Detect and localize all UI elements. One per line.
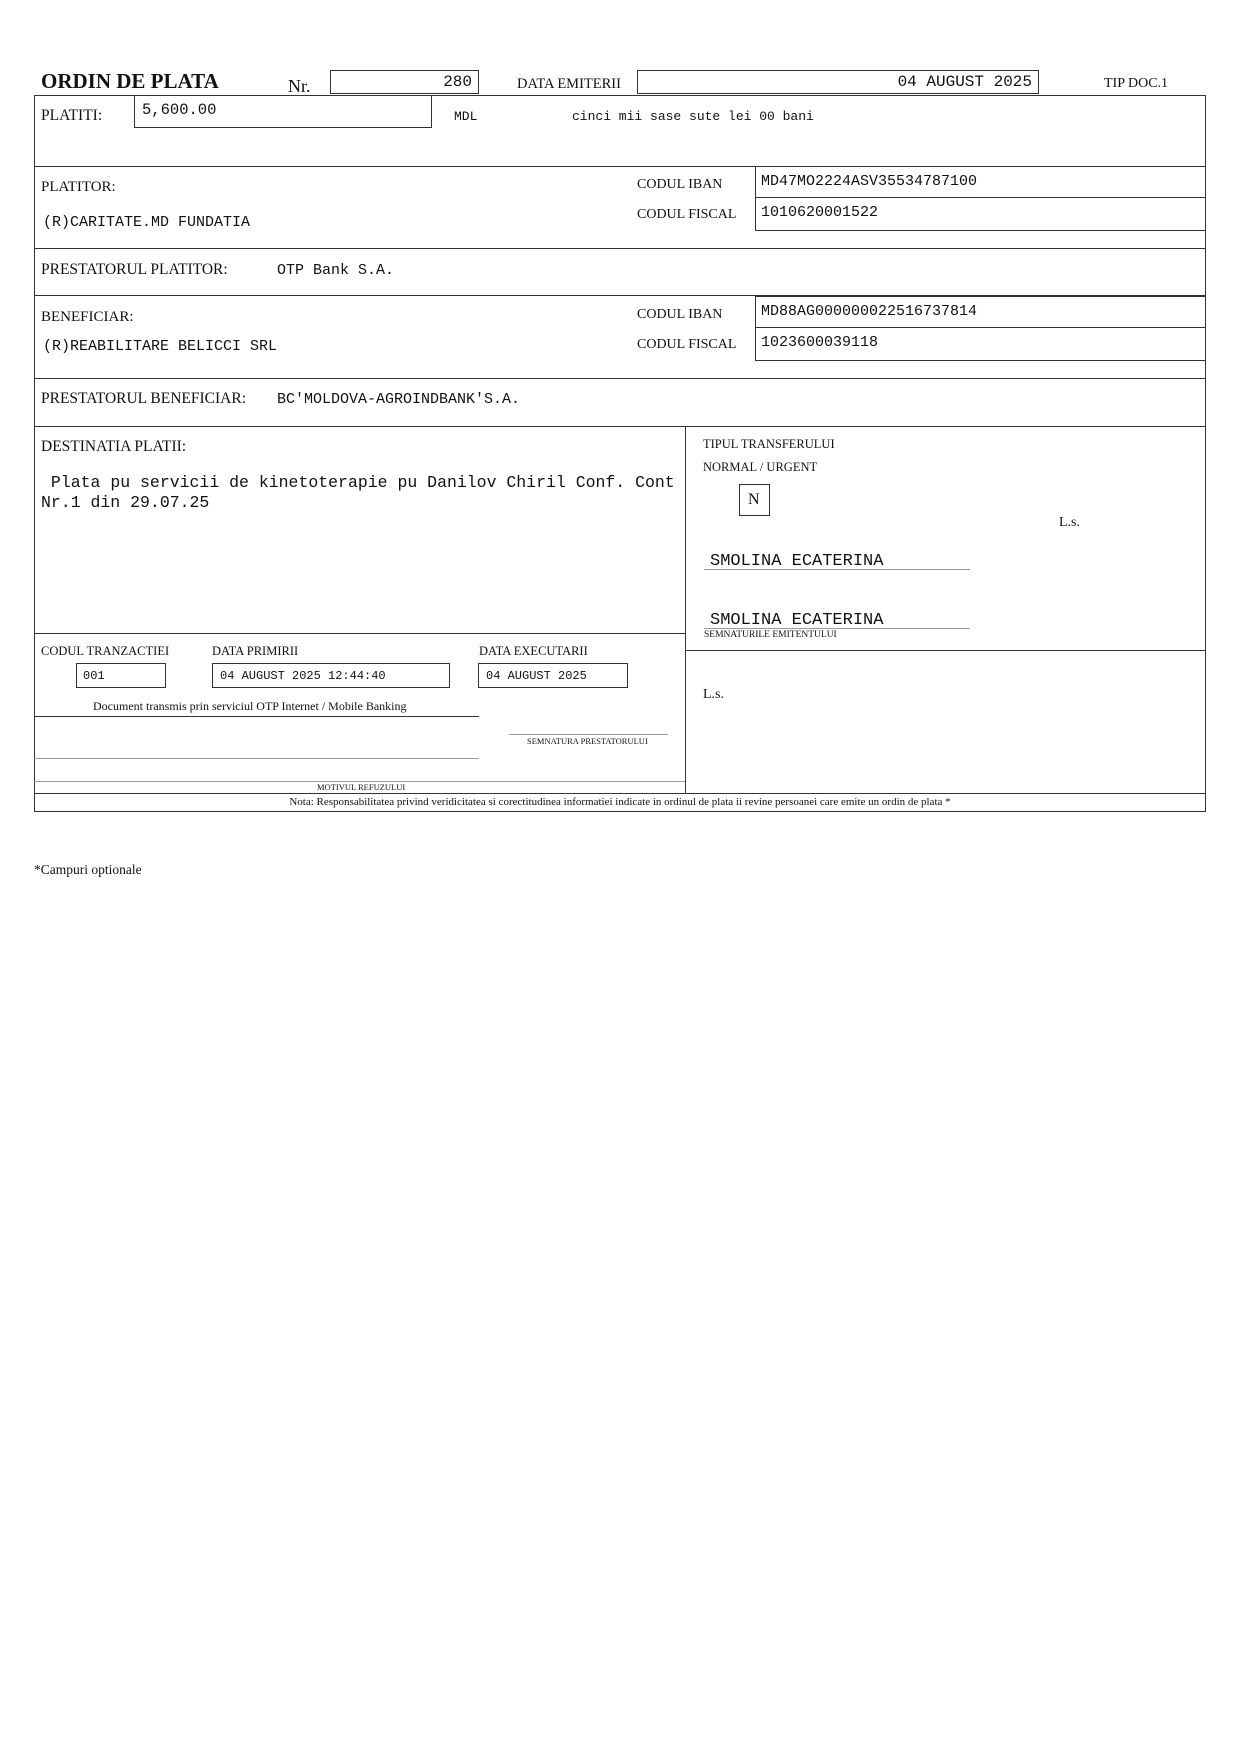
execution-date-value: 04 AUGUST 2025 (486, 669, 587, 683)
beneficiary-bank-name: BC'MOLDOVA-AGROINDBANK'S.A. (277, 391, 521, 408)
execution-date-label: DATA EXECUTARII (479, 644, 588, 658)
amount-field (134, 95, 432, 128)
beneficiary-iban-field (755, 296, 1206, 328)
transfer-options-label: NORMAL / URGENT (703, 460, 818, 474)
amount-label: PLATITI: (41, 107, 103, 124)
payer-fiscal-label: CODUL FISCAL (637, 207, 737, 222)
payer-fiscal-value: 1010620001522 (761, 204, 879, 221)
order-number-value: 280 (443, 73, 472, 91)
payment-purpose: Plata pu servicii de kinetoterapie pu Danilov Chiril Conf. Cont Nr.1 din 29.07.25 (41, 473, 675, 512)
payer-bank-name: OTP Bank S.A. (277, 262, 395, 279)
amount-value: 5,600.00 (142, 101, 217, 119)
beneficiary-label: BENEFICIAR: (41, 309, 134, 325)
form-bottom-border (34, 793, 1206, 794)
signature-line-2 (704, 628, 970, 629)
refusal-reason-label: MOTIVUL REFUZULUI (317, 782, 406, 792)
payer-iban-label: CODUL IBAN (637, 177, 723, 192)
signature-line-1 (704, 569, 970, 570)
issue-date-label: DATA EMITERII (517, 76, 621, 92)
amount-in-words: cinci mii sase sute lei 00 bani (572, 109, 814, 124)
transmission-note: Document transmis prin serviciul OTP Internet / Mobile Banking (93, 699, 407, 713)
stamp-place-label: L.s. (1059, 515, 1080, 530)
order-number-field (330, 70, 479, 94)
beneficiary-fiscal-field (755, 327, 1206, 361)
transfer-type-value: N (748, 491, 760, 508)
doc-type-label: TIP DOC.1 (1104, 76, 1169, 91)
payer-iban-field (755, 166, 1206, 198)
beneficiary-fiscal-label: CODUL FISCAL (637, 337, 737, 352)
payer-bank-label: PRESTATORUL PLATITOR: (41, 261, 228, 278)
beneficiary-bank-label: PRESTATORUL BENEFICIAR: (41, 390, 247, 407)
order-number-label: Nr. (288, 76, 311, 96)
provider-stamp-place-label: L.s. (703, 687, 724, 702)
payer-section-divider (34, 248, 1206, 249)
destination-label: DESTINATIA PLATII: (41, 438, 187, 455)
refusal-reason-line (34, 758, 479, 759)
received-date-value: 04 AUGUST 2025 12:44:40 (220, 669, 386, 683)
issue-date-value: 04 AUGUST 2025 (897, 73, 1032, 91)
transaction-code-field (76, 663, 166, 688)
issuer-signature-1: SMOLINA ECATERINA (710, 552, 884, 571)
payer-name: (R)CARITATE.MD FUNDATIA (43, 214, 251, 231)
payer-fiscal-field (755, 197, 1206, 231)
transfer-type-label: TIPUL TRANSFERULUI (703, 437, 835, 451)
beneficiary-name: (R)REABILITARE BELICCI SRL (43, 338, 278, 355)
beneficiary-fiscal-value: 1023600039118 (761, 334, 879, 351)
beneficiary-section-divider (34, 378, 1206, 379)
middle-vertical-divider (685, 426, 686, 793)
received-date-label: DATA PRIMIRII (212, 644, 299, 658)
beneficiary-bank-section-divider (34, 426, 1206, 427)
provider-signature-label: SEMNATURA PRESTATORULUI (527, 736, 648, 746)
execution-date-field (478, 663, 628, 688)
issue-date-field (637, 70, 1039, 94)
transmission-note-line (34, 716, 479, 717)
currency-code: MDL (454, 109, 478, 124)
beneficiary-iban-label: CODUL IBAN (637, 307, 723, 322)
transfer-type-field (739, 484, 770, 516)
transaction-code-value: 001 (83, 669, 105, 683)
issuer-signatures-label: SEMNATURILE EMITENTULUI (704, 630, 837, 640)
beneficiary-iban-value: MD88AG000000022516737814 (761, 303, 978, 320)
issuer-signature-2: SMOLINA ECATERINA (710, 611, 884, 630)
provider-signature-line (509, 734, 668, 735)
note-bottom-border (34, 811, 1206, 812)
payer-iban-value: MD47MO2224ASV35534787100 (761, 173, 978, 190)
received-date-field (212, 663, 450, 688)
frame-left-border (34, 95, 35, 811)
document-title: ORDIN DE PLATA (41, 69, 219, 93)
signatures-bottom-divider (685, 650, 1206, 651)
payer-label: PLATITOR: (41, 179, 116, 195)
destination-bottom-divider (34, 633, 685, 634)
optional-fields-note: *Campuri optionale (34, 862, 142, 877)
transaction-code-label: CODUL TRANZACTIEI (41, 644, 170, 658)
liability-note: Nota: Responsabilitatea privind veridicitatea si corectitudinea informatiei indicate in ordinul de plata ii revine persoanei care emite un ordin de plata * (289, 796, 951, 808)
